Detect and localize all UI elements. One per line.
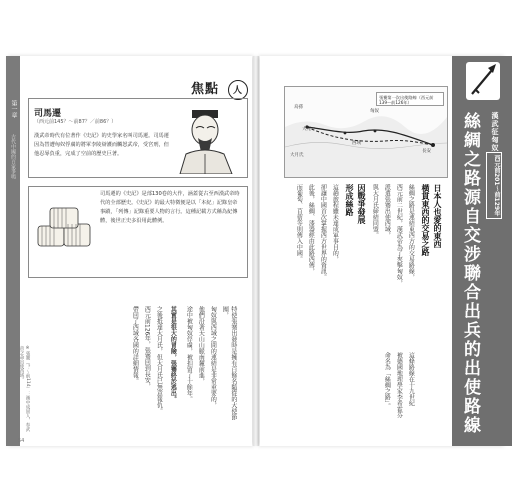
sima-qian-portrait-illustration [176,108,236,174]
map-label: 西域 [352,141,361,146]
figure-name: 司馬遷 [34,109,62,119]
body-column: 派遣張騫出使西域， [383,184,391,238]
body-column: 此後，絲綢、漆器經由此路西傳， [307,184,315,274]
focus-person-badge [228,80,248,100]
body-column: 特使張騫出發時是擁有百餘名隨從的大使節團， [221,306,237,420]
body-column-emphasis: 其實是很大的冒險，張騫終於逃出。 [169,306,177,402]
map-label: 長安 [422,149,431,154]
map-label: 大宛 [302,127,311,132]
body-column: 這條路線在十九世紀 [407,352,415,406]
body-column: 卻讓中國首次掌握西方世界的資訊。 [319,184,327,280]
map-label: 匈奴 [370,109,379,114]
map-label: 烏孫 [294,105,303,110]
section-heading: 因戰爭發展 [357,184,366,224]
chapter-tab-subtitle: 古代中國的百家爭鳴 [10,134,16,179]
focus-badge-label: 人 [233,86,243,96]
section-heading: 日本人也愛的東西 [433,184,442,248]
bamboo-books-illustration [34,196,96,252]
chapter-tab-label: 第一章 [10,100,17,118]
figure-bio: 漢武帝時代有位著作《史記》的史學家名叫司馬遷。司馬遷因為替遭匈奴俘虜的將軍李陵辯護而觸怒武帝，受宮刑，但他忍辱負重，完成了空前的歷史巨著。 [34,133,169,157]
body-column: 這趟旅程雖未達成軍事目的， [331,184,339,262]
left-page-number: 54 [18,438,25,444]
body-column: 之後抵達大月氏，但大月氏已無意報仇。 [155,306,163,414]
map-label: 大月氏 [290,153,304,158]
body-column: 西元前二世紀，漢武帝為了夾擊匈奴， [395,184,403,286]
focus-heading: 焦點 [191,82,220,97]
era-tag: 漢武征匈奴 [491,112,499,152]
spear-icon [466,62,500,100]
left-footnotes: ※張騫（？〜前114）：漢中成固人，奉武帝之命出使西域。 [19,346,30,432]
body-column: 西元前126年，張騫回到長安， [143,306,151,390]
shiji-note-text: 司馬遷的《史記》是部130卷的大作，涵蓋從古至西漢武帝時代的全部歷史。《史記》的最大特徵便是以「本紀」記錄皇帝事蹟，「列傳」記錄重要人物的言行。這種記載方式稱為紀傳體，後世正史多沿用此體例。 [100,191,240,224]
era-date-range: 西元前201〜前129年 [486,152,502,219]
map-legend [376,92,444,106]
body-column: 途中被匈奴俘虜，被扣留了十餘年。 [185,306,193,402]
chapter-title: 絲綢之路源自交涉聯合出兵的出使路線 [460,112,480,435]
body-column: 他們沿著天山山脈南麓前進， [197,306,205,384]
figure-dates: （西元前145？〜前87？／前86？） [34,119,117,125]
map-legend-text: 張騫第一次出使路線（西元前139〜前126年） [379,95,434,105]
section-heading: 橫貫東西的交易之路 [421,184,430,256]
body-column: 而葡萄、苜蓿等則傳入中國。 [295,184,303,262]
body-column: 匈奴與西域之間的連結是非常重要的， [209,306,217,408]
spear-icon-graphic [466,62,500,100]
body-column: 帶回了西域各國的詳細情報。 [131,306,139,384]
book-gutter [253,56,259,446]
section-heading: 形成絲路 [345,184,354,216]
body-column: 絲綢之路是連結東西方的交易路線， [407,184,415,280]
body-column: 被德國地理學家李希霍芬 [395,352,403,418]
left-page [6,56,252,446]
body-column: 命名為「絲綢之路」。 [383,352,391,409]
body-column: 與大月氏締結同盟。 [371,184,379,238]
